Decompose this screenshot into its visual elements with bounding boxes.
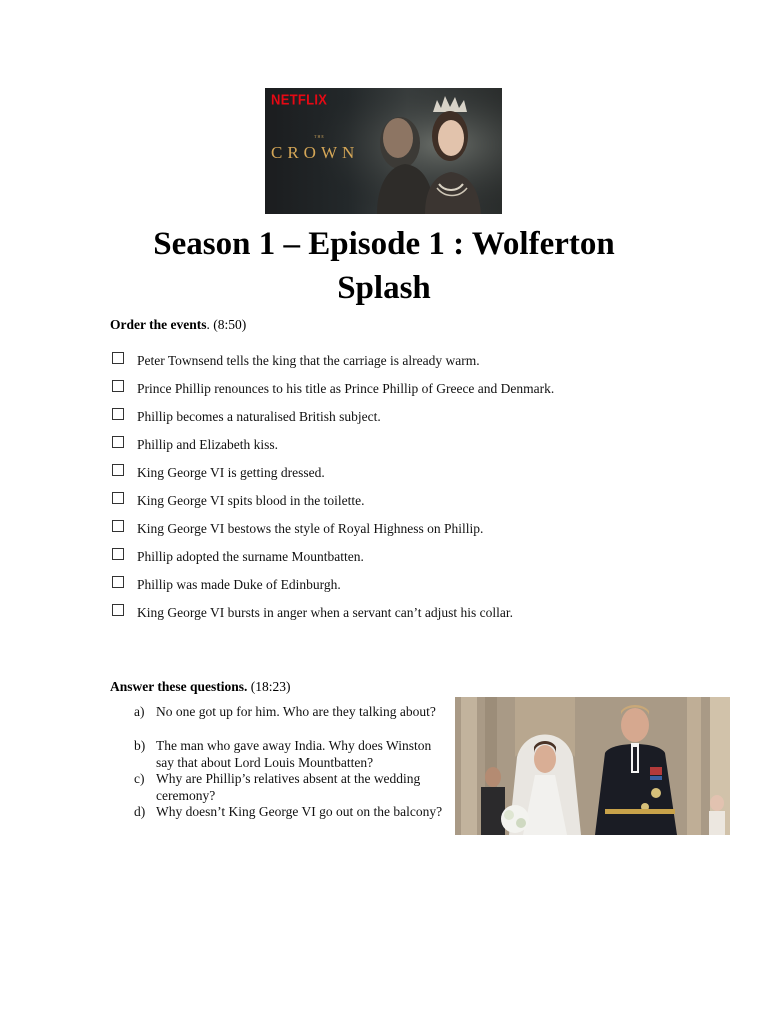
event-checkbox[interactable]: [112, 408, 124, 420]
event-item: [110, 491, 670, 511]
question-text: No one got up for him. Who are they talking about?: [156, 704, 436, 719]
event-text: Phillip was made Duke of Edinburgh.: [137, 577, 341, 592]
the-crown-banner-image: [265, 88, 502, 214]
event-text: Phillip and Elizabeth kiss.: [137, 437, 278, 452]
question-text: The man who gave away India. Why does Winston say that about Lord Louis Mountbatten?: [156, 738, 432, 770]
netflix-logo: NETFLIX: [271, 90, 328, 109]
event-checkbox[interactable]: [112, 492, 124, 504]
event-checkbox[interactable]: [112, 436, 124, 448]
page-title: [0, 222, 768, 310]
event-checkbox[interactable]: [112, 548, 124, 560]
event-text: Prince Phillip renounces to his title as Prince Phillip of Greece and Denmark.: [137, 381, 555, 396]
event-text: King George VI is getting dressed.: [137, 465, 325, 480]
order-events-heading: [110, 317, 246, 333]
wedding-scene-image: [455, 697, 730, 835]
event-item: [110, 351, 670, 371]
event-checkbox[interactable]: [112, 604, 124, 616]
page-title-line2: Splash: [337, 270, 431, 306]
event-text: Peter Townsend tells the king that the carriage is already warm.: [137, 353, 480, 368]
question-marker: c): [134, 771, 145, 786]
event-item: [110, 379, 670, 399]
question-text: Why doesn’t King George VI go out on the balcony?: [156, 804, 443, 819]
question-marker: b): [134, 738, 146, 753]
event-checkbox[interactable]: [112, 464, 124, 476]
event-item: [110, 547, 670, 567]
event-checkbox[interactable]: [112, 380, 124, 392]
show-title-prefix: THE: [314, 134, 325, 139]
wedding-artwork: [455, 697, 730, 835]
event-item: [110, 407, 670, 427]
questions-timestamp: (18:23): [247, 679, 291, 694]
event-item: [110, 603, 670, 623]
page-title-line1: Season 1 – Episode 1 : Wolferton: [153, 226, 615, 262]
event-text: King George VI bursts in anger when a servant can’t adjust his collar.: [137, 605, 514, 620]
event-checkbox[interactable]: [112, 352, 124, 364]
event-item: [110, 435, 670, 455]
event-text: Phillip adopted the surname Mountbatten.: [137, 549, 364, 564]
order-events-timestamp: . (8:50): [206, 317, 247, 332]
question-marker: d): [134, 804, 146, 819]
event-text: King George VI bestows the style of Royal Highness on Phillip.: [137, 521, 484, 536]
show-title: CROWN: [271, 143, 360, 162]
event-text: Phillip becomes a naturalised British subject.: [137, 409, 381, 424]
event-item: [110, 463, 670, 483]
event-item: [110, 519, 670, 539]
questions-heading-label: Answer these questions.: [110, 679, 248, 694]
question-text: Why are Phillip’s relatives absent at the wedding ceremony?: [156, 771, 421, 803]
order-events-heading-label: Order the events: [110, 317, 207, 332]
event-checkbox[interactable]: [112, 576, 124, 588]
event-text: King George VI spits blood in the toilette.: [137, 493, 365, 508]
event-checkbox[interactable]: [112, 520, 124, 532]
question-marker: a): [134, 704, 145, 719]
questions-heading: [110, 679, 291, 695]
event-item: [110, 575, 670, 595]
